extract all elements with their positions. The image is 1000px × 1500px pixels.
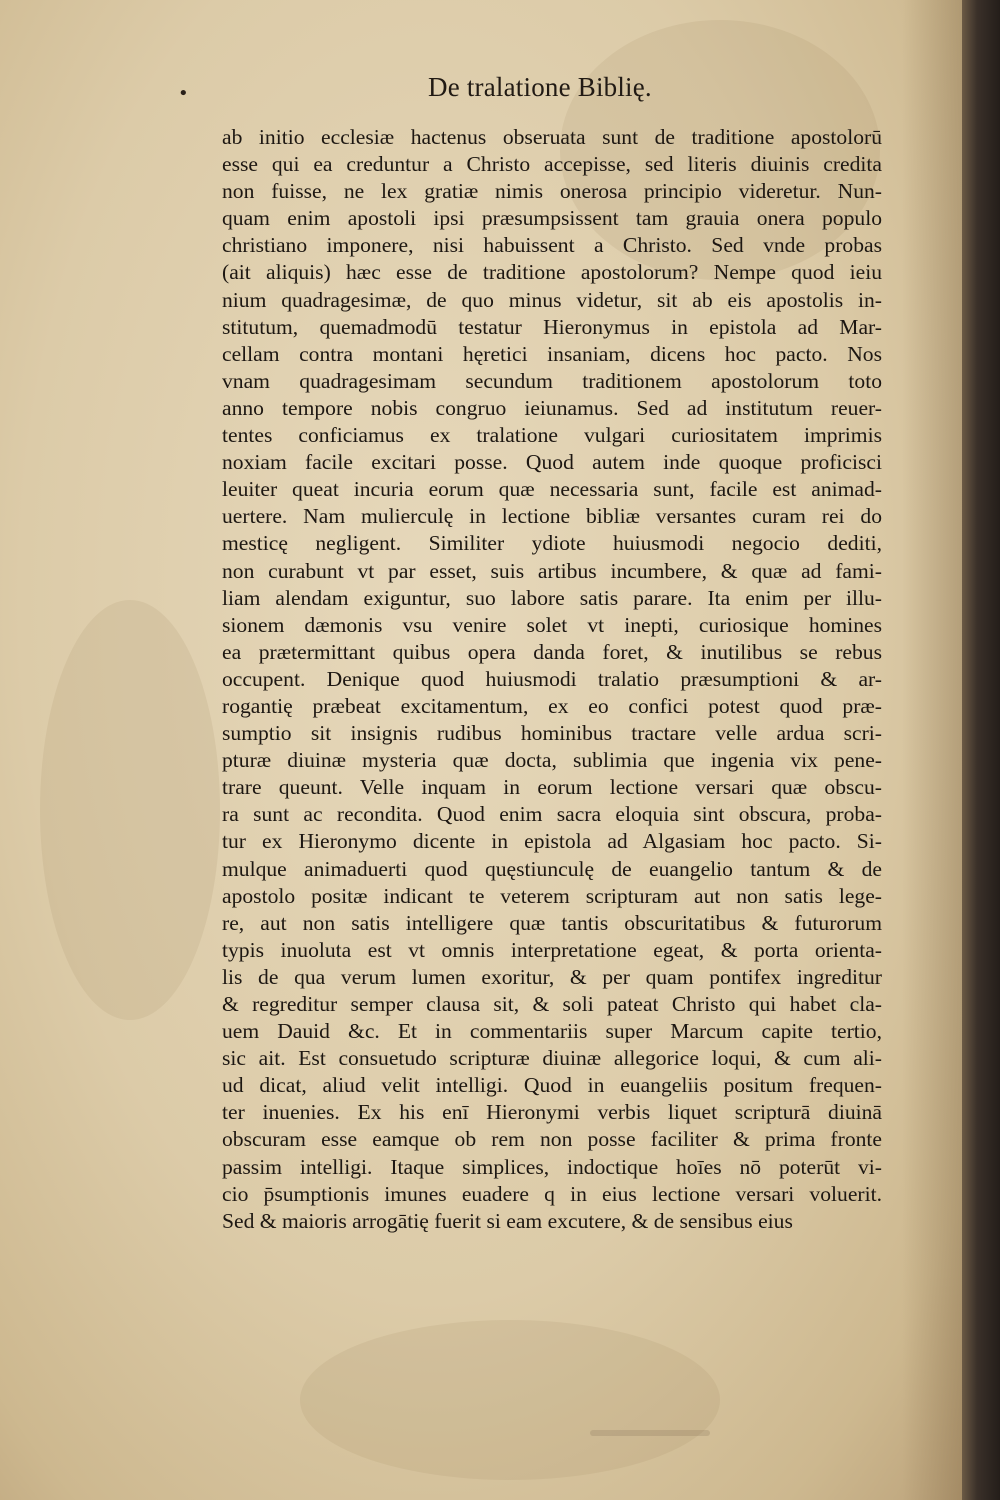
text-line: nium quadragesimæ, de quo minus videtur, sit ab eis apostolis in- <box>222 287 882 312</box>
text-line: ra sunt ac recondita. Quod enim sacra eloquia sint obscura, proba- <box>222 802 882 827</box>
text-line: apostolo positæ indicant te veterem scripturam aut non satis lege- <box>222 883 882 908</box>
text-line: quam enim apostoli ipsi præsumpsissent tam grauia onera populo <box>222 206 882 231</box>
text-line: uertere. Nam mulierculę in lectione bibliæ versantes curam rei do <box>222 504 882 529</box>
text-line: (ait aliquis) hæc esse de traditione apostolorum? Nempe quod ieiu <box>222 260 882 285</box>
text-line: non fuisse, ne lex gratiæ nimis onerosa principio videretur. Nun- <box>222 179 882 204</box>
page-marker: • <box>178 83 189 104</box>
text-line: cio p̄sumptionis imunes euadere q in eius lectione versari voluerit. <box>222 1181 882 1206</box>
text-line: lis de qua verum lumen exoritur, & per quam pontifex ingreditur <box>222 964 882 989</box>
text-line: christiano imponere, nisi habuissent a Christo. Sed vnde probas <box>222 233 882 258</box>
paper-stain <box>300 1320 720 1480</box>
text-line: occupent. Denique quod huiusmodi tralatio præsumptioni & ar- <box>222 666 882 691</box>
text-line: ea prætermittant quibus opera danda foret, & inutilibus se rebus <box>222 639 882 664</box>
text-line: cellam contra montani hęretici insaniam, dicens hoc pacto. Nos <box>222 341 882 366</box>
text-line: passim intelligi. Itaque simplices, indoctique hoīes nō poterūt vi- <box>222 1154 882 1179</box>
text-line: esse qui ea creduntur a Christo accepisse, sed literis diuinis credita <box>222 152 882 177</box>
ink-smudge <box>590 1430 710 1436</box>
page-edge-shading <box>902 0 962 1500</box>
text-line: sic ait. Est consuetudo scripturæ diuinæ allegorice loqui, & cum ali- <box>222 1046 882 1071</box>
text-line: sumptio sit insignis rudibus hominibus tractare velle ardua scri- <box>222 721 882 746</box>
book-gutter <box>962 0 1000 1500</box>
text-line: liam alendam exiguntur, suo labore satis parare. Ita enim per illu- <box>222 585 882 610</box>
text-line: tur ex Hieronymo dicente in epistola ad Algasiam hoc pacto. Si- <box>222 829 882 854</box>
text-line: trare queunt. Velle inquam in eorum lectione versari quæ obscu- <box>222 775 882 800</box>
text-line: rogantię præbeat excitamentum, ex eo confici potest quod præ- <box>222 693 882 718</box>
text-line: pturæ diuinæ mysteria quæ docta, sublimia que ingenia vix pene- <box>222 748 882 773</box>
text-line: typis inuoluta est vt omnis interpretatione egeat, & porta orienta- <box>222 937 882 962</box>
text-line: mulque animaduerti quod quęstiunculę de euangelio tantum & de <box>222 856 882 881</box>
body-text <box>222 124 882 1235</box>
text-line: & regreditur semper clausa sit, & soli pateat Christo qui habet cla- <box>222 992 882 1016</box>
text-line: stitutum, quemadmodū testatur Hieronymus in epistola ad Mar- <box>222 314 882 339</box>
text-line: mesticę negligent. Similiter ydiote huiusmodi negocio dediti, <box>222 531 882 556</box>
text-line: uem Dauid &c. Et in commentariis super Marcum capite tertio, <box>222 1019 882 1044</box>
text-line: noxiam facile excitari posse. Quod autem inde quoque proficisci <box>222 450 882 475</box>
text-line: leuiter queat incuria eorum quæ necessaria sunt, facile est animad- <box>222 477 882 502</box>
text-line: non curabunt vt par esset, suis artibus incumbere, & quæ ad fami- <box>222 558 882 583</box>
text-line: obscuram esse eamque ob rem non posse faciliter & prima fronte <box>222 1127 882 1152</box>
text-line: re, aut non satis intelligere quæ tantis obscuritatibus & futurorum <box>222 910 882 935</box>
text-line: ab initio ecclesiæ hactenus obseruata sunt de traditione apostolorū <box>222 125 882 149</box>
text-line: sionem dæmonis vsu venire solet vt inepti, curiosique homines <box>222 612 882 637</box>
paper-stain <box>40 600 220 1020</box>
text-line: ud dicat, aliud velit intelligi. Quod in euangeliis positum frequen- <box>222 1073 882 1098</box>
running-head: De tralatione Biblię. <box>428 72 652 102</box>
text-line: ter inuenies. Ex his enī Hieronymi verbis liquet scripturā diuinā <box>222 1100 882 1125</box>
text-line: anno tempore nobis congruo ieiunamus. Sed ad institutum reuer- <box>222 395 882 420</box>
text-line: tentes conficiamus ex tralatione vulgari curiositatem imprimis <box>222 423 882 448</box>
text-line: vnam quadragesimam secundum traditionem apostolorum toto <box>222 368 882 393</box>
text-line: Sed & maioris arrogātię fuerit si eam excutere, & de sensibus eius <box>222 1208 793 1233</box>
